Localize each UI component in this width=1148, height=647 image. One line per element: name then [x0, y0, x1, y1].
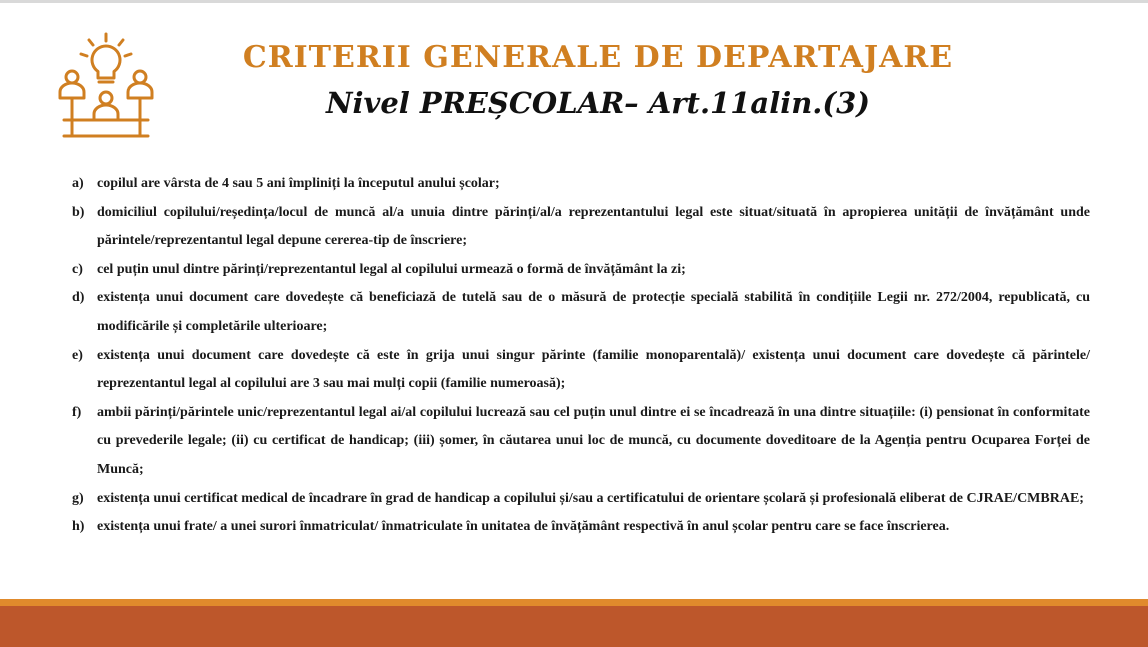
criterion-marker: f) [72, 404, 82, 420]
criterion-item [72, 342, 1090, 399]
criterion-text: ambii părinți/părintele unic/reprezentantul legal ai/al copilului lucrează sau cel puțin unul dintre ei se încadrează în una dintre situațiile: (i) pensionat în conformitate cu prevederile legale; (ii) cu certificat de handicap; (iii) șomer, în căutarea unui loc de muncă, cu documente doveditoare de la Agenția pentru Ocuparea Forței de Muncă; [97, 404, 1090, 477]
criterion-item [72, 256, 1090, 285]
team-idea-lightbulb-icon [52, 32, 160, 142]
criterion-text: copilul are vârsta de 4 sau 5 ani împliniți la începutul anului școlar; [97, 176, 500, 191]
criterion-marker: e) [72, 347, 83, 363]
criterion-text: existența unui document care dovedește că este în grija unui singur părinte (familie monoparentală)/ existența unui document care dovedește că părintele/ reprezentantul legal al copilului are 3 sau mai mulți copii (familie numeroasă); [97, 347, 1090, 392]
criterion-item [72, 485, 1090, 514]
footer-band [0, 606, 1148, 647]
criterion-marker: a) [72, 176, 84, 191]
criterion-item [72, 170, 1090, 199]
top-divider [0, 0, 1148, 3]
criteria-list [72, 170, 1090, 542]
criterion-item [72, 513, 1090, 542]
criterion-item [72, 399, 1090, 485]
criterion-marker: c) [72, 261, 83, 277]
criterion-marker: g) [72, 490, 84, 506]
criterion-item [72, 284, 1090, 341]
criterion-marker: b) [72, 204, 85, 220]
criterion-text: cel puțin unul dintre părinți/reprezentantul legal al copilului urmează o formă de învățământ la zi; [97, 261, 686, 277]
footer-accent-stripe [0, 599, 1148, 606]
criterion-marker: d) [72, 290, 85, 306]
criterion-text: existența unui frate/ a unei surori înmatriculat/ înmatriculate în unitatea de învățământ respectivă în anul școlar pentru care se face înscrierea. [97, 519, 950, 535]
criterion-text: domiciliul copilului/reședința/locul de muncă al/a unuia dintre părinți/al/a reprezentantului legal este situat/situată în apropierea unității de învățământ unde părintele/reprezentantul legal depune cererea-tip de înscriere; [97, 204, 1090, 249]
criterion-marker: h) [72, 519, 85, 535]
criterion-item [72, 199, 1090, 256]
page-subtitle: Nivel PREȘCOLAR– Art.11alin.(3) [325, 86, 871, 120]
page-title: CRITERII GENERALE DE DEPARTAJARE [242, 40, 954, 75]
criterion-text: existența unui document care dovedește că beneficiază de tutelă sau de o măsură de protecție specială stabilită în condițiile Legii nr. 272/2004, republicată, cu modificările și completările ulterioare; [97, 290, 1090, 334]
criterion-text: existența unui certificat medical de încadrare în grad de handicap a copilului și/sau a certificatului de orientare școlară și profesională eliberat de CJRAE/CMBRAE; [97, 490, 1084, 506]
